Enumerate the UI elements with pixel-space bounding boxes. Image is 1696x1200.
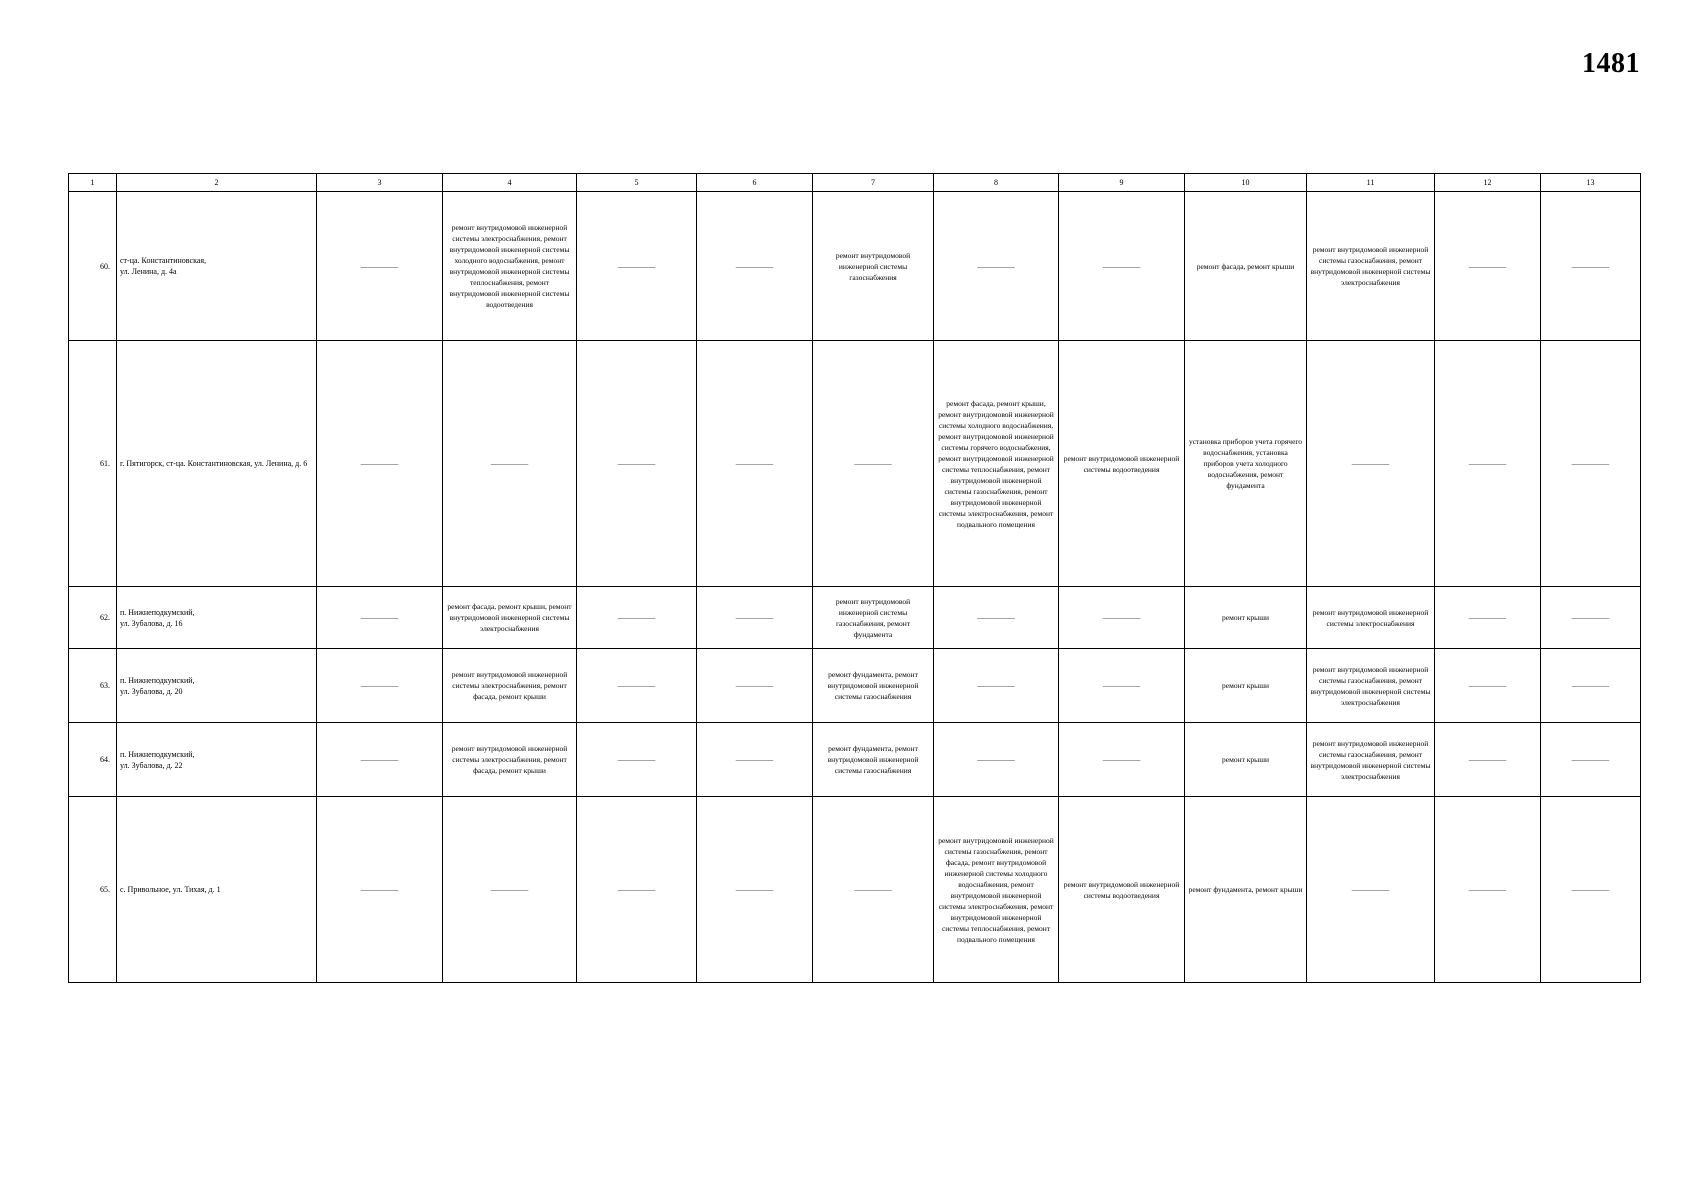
table-cell: ремонт внутридомовой инженерной системы электроснабжения, ремонт фасада, ремонт крыши bbox=[443, 723, 577, 797]
table-cell: ————— bbox=[1541, 192, 1641, 341]
table-cell: ————— bbox=[317, 341, 443, 587]
column-header: 3 bbox=[317, 174, 443, 192]
table-cell: установка приборов учета горячего водоснабжения, установка приборов учета холодного водоснабжения, ремонт фундамента bbox=[1185, 341, 1307, 587]
table-cell: ————— bbox=[1435, 587, 1541, 649]
column-header: 13 bbox=[1541, 174, 1641, 192]
table-cell: ————— bbox=[1541, 797, 1641, 983]
table-cell: ————— bbox=[697, 797, 813, 983]
table-cell: ремонт внутридомовой инженерной системы газоснабжения, ремонт внутридомовой инженерной системы электроснабжения bbox=[1307, 649, 1435, 723]
table-cell: ремонт внутридомовой инженерной системы водоотведения bbox=[1059, 797, 1185, 983]
table-cell: ремонт внутридомовой инженерной системы газоснабжения, ремонт внутридомовой инженерной системы электроснабжения bbox=[1307, 723, 1435, 797]
table-row bbox=[69, 797, 1641, 983]
address-cell: п. Нижнеподкумский, ул. Зубалова, д. 16 bbox=[117, 587, 317, 649]
address-cell: п. Нижнеподкумский, ул. Зубалова, д. 22 bbox=[117, 723, 317, 797]
table-cell: ————— bbox=[1059, 649, 1185, 723]
table-cell: ————— bbox=[1541, 723, 1641, 797]
column-header: 1 bbox=[69, 174, 117, 192]
table-cell: ————— bbox=[1059, 723, 1185, 797]
column-header: 11 bbox=[1307, 174, 1435, 192]
column-header: 10 bbox=[1185, 174, 1307, 192]
table-cell: ————— bbox=[813, 341, 934, 587]
table-cell: ремонт внутридомовой инженерной системы газоснабжения, ремонт фасада, ремонт внутридомовой инженерной системы холодного водоснабжения, ремонт внутридомовой инженерной системы электроснабжения, ремонт внутридомовой инженерной системы теплоснабжения, ремонт подвального помещения bbox=[934, 797, 1059, 983]
table-cell: ————— bbox=[1307, 341, 1435, 587]
table-cell: ————— bbox=[317, 649, 443, 723]
table-cell: ————— bbox=[1435, 192, 1541, 341]
table-cell: ————— bbox=[697, 649, 813, 723]
table-cell: ремонт внутридомовой инженерной системы электроснабжения, ремонт внутридомовой инженерной системы холодного водоснабжения, ремонт внутридомовой инженерной системы теплоснабжения, ремонт внутридомовой инженерной системы водоотведения bbox=[443, 192, 577, 341]
table-cell: ————— bbox=[577, 723, 697, 797]
table-cell: ————— bbox=[1541, 649, 1641, 723]
table-cell: ————— bbox=[934, 649, 1059, 723]
table-cell: ремонт фасада, ремонт крыши, ремонт внутридомовой инженерной системы холодного водоснабжения, ремонт внутридомовой инженерной системы горячего водоснабжения, ремонт внутридомовой инженерной системы теплоснабжения, ремонт внутридомовой инженерной системы газоснабжения, ремонт внутридомовой инженерной системы электроснабжения, ремонт подвального помещения bbox=[934, 341, 1059, 587]
table-cell: ремонт крыши bbox=[1185, 587, 1307, 649]
table-cell: ————— bbox=[577, 587, 697, 649]
table-cell: ————— bbox=[1307, 797, 1435, 983]
column-header: 2 bbox=[117, 174, 317, 192]
address-cell: ст-ца. Константиновская, ул. Ленина, д. 4а bbox=[117, 192, 317, 341]
table-cell: ————— bbox=[577, 649, 697, 723]
table-cell: ремонт крыши bbox=[1185, 723, 1307, 797]
table-cell: ————— bbox=[317, 797, 443, 983]
row-number: 60. bbox=[69, 192, 117, 341]
table-cell: ————— bbox=[317, 723, 443, 797]
table-cell: ————— bbox=[1059, 192, 1185, 341]
row-number: 63. bbox=[69, 649, 117, 723]
table-cell: ————— bbox=[443, 797, 577, 983]
address-cell: г. Пятигорск, ст-ца. Константиновская, ул. Ленина, д. 6 bbox=[117, 341, 317, 587]
row-number: 62. bbox=[69, 587, 117, 649]
table-cell: ————— bbox=[697, 192, 813, 341]
table-cell: ————— bbox=[697, 587, 813, 649]
column-header: 9 bbox=[1059, 174, 1185, 192]
table-cell: ————— bbox=[577, 192, 697, 341]
table-cell: ————— bbox=[1541, 341, 1641, 587]
table-cell: ремонт крыши bbox=[1185, 649, 1307, 723]
page-number: 1481 bbox=[1582, 48, 1640, 79]
table-cell: ————— bbox=[1435, 649, 1541, 723]
table-cell: ремонт фасада, ремонт крыши, ремонт внутридомовой инженерной системы электроснабжения bbox=[443, 587, 577, 649]
table-row bbox=[69, 649, 1641, 723]
row-number: 64. bbox=[69, 723, 117, 797]
row-number: 61. bbox=[69, 341, 117, 587]
table-cell: ————— bbox=[1435, 797, 1541, 983]
table-cell: ————— bbox=[813, 797, 934, 983]
table-cell: ремонт внутридомовой инженерной системы электроснабжения, ремонт фасада, ремонт крыши bbox=[443, 649, 577, 723]
column-header: 5 bbox=[577, 174, 697, 192]
table-row bbox=[69, 192, 1641, 341]
address-cell: с. Привольное, ул. Тихая, д. 1 bbox=[117, 797, 317, 983]
repair-plan-table bbox=[68, 173, 1641, 983]
table-cell: ————— bbox=[317, 192, 443, 341]
table-cell: ————— bbox=[1059, 587, 1185, 649]
table-cell: ремонт фасада, ремонт крыши bbox=[1185, 192, 1307, 341]
table-cell: ————— bbox=[697, 723, 813, 797]
table-cell: ————— bbox=[443, 341, 577, 587]
column-header: 8 bbox=[934, 174, 1059, 192]
table-cell: ————— bbox=[577, 341, 697, 587]
table-cell: ремонт фундамента, ремонт внутридомовой инженерной системы газоснабжения bbox=[813, 723, 934, 797]
table-cell: ремонт фундамента, ремонт внутридомовой инженерной системы газоснабжения bbox=[813, 649, 934, 723]
table-cell: ремонт внутридомовой инженерной системы электроснабжения bbox=[1307, 587, 1435, 649]
table-cell: ————— bbox=[934, 723, 1059, 797]
table-cell: ремонт внутридомовой инженерной системы газоснабжения, ремонт фундамента bbox=[813, 587, 934, 649]
column-header-row bbox=[69, 174, 1641, 192]
table-cell: ————— bbox=[1435, 341, 1541, 587]
column-header: 12 bbox=[1435, 174, 1541, 192]
table-cell: ————— bbox=[317, 587, 443, 649]
table-cell: ремонт внутридомовой инженерной системы газоснабжения, ремонт внутридомовой инженерной системы электроснабжения bbox=[1307, 192, 1435, 341]
table-cell: ————— bbox=[934, 192, 1059, 341]
row-number: 65. bbox=[69, 797, 117, 983]
address-cell: п. Нижнеподкумский, ул. Зубалова, д. 20 bbox=[117, 649, 317, 723]
table-cell: ————— bbox=[1435, 723, 1541, 797]
table-cell: ремонт внутридомовой инженерной системы газоснабжения bbox=[813, 192, 934, 341]
table-row bbox=[69, 723, 1641, 797]
table-cell: ————— bbox=[1541, 587, 1641, 649]
table-cell: ————— bbox=[697, 341, 813, 587]
table-cell: ————— bbox=[934, 587, 1059, 649]
column-header: 4 bbox=[443, 174, 577, 192]
table-row bbox=[69, 587, 1641, 649]
column-header: 6 bbox=[697, 174, 813, 192]
table-cell: ремонт фундамента, ремонт крыши bbox=[1185, 797, 1307, 983]
table-cell: ремонт внутридомовой инженерной системы водоотведения bbox=[1059, 341, 1185, 587]
table-row bbox=[69, 341, 1641, 587]
column-header: 7 bbox=[813, 174, 934, 192]
table-cell: ————— bbox=[577, 797, 697, 983]
